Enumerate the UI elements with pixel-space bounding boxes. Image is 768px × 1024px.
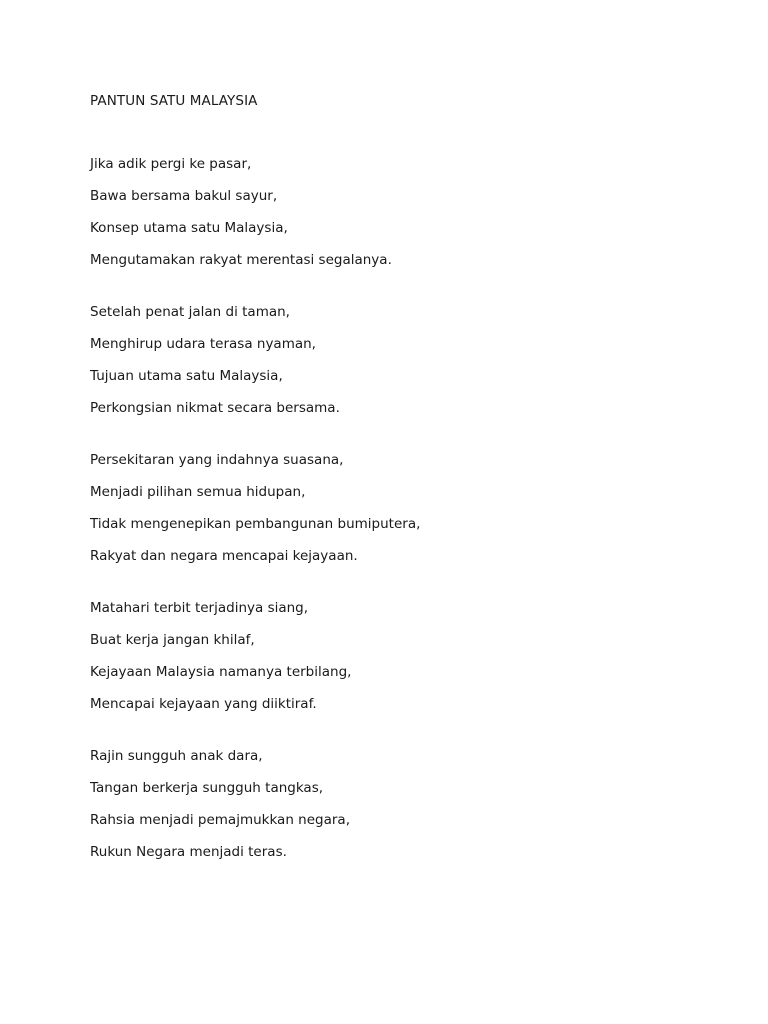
poem-line: Tujuan utama satu Malaysia, bbox=[90, 368, 283, 384]
document-page bbox=[90, 91, 730, 894]
poem-line: Matahari terbit terjadinya siang, bbox=[90, 600, 309, 616]
poem-line: Tidak mengenepikan pembangunan bumiputera, bbox=[90, 516, 421, 532]
stanza-5 bbox=[90, 746, 730, 862]
poem-line: Menjadi pilihan semua hidupan, bbox=[90, 484, 306, 500]
poem-line: Persekitaran yang indahnya suasana, bbox=[90, 452, 344, 468]
poem-line: Menghirup udara terasa nyaman, bbox=[90, 336, 316, 352]
poem-line: Mencapai kejayaan yang diiktiraf. bbox=[90, 696, 317, 712]
poem-line: Mengutamakan rakyat merentasi segalanya. bbox=[90, 252, 392, 268]
poem-line: Kejayaan Malaysia namanya terbilang, bbox=[90, 664, 352, 680]
stanza-4 bbox=[90, 598, 730, 714]
stanza-1 bbox=[90, 154, 730, 270]
poem-line: Rajin sungguh anak dara, bbox=[90, 748, 263, 764]
stanza-3 bbox=[90, 450, 730, 566]
poem-line: Konsep utama satu Malaysia, bbox=[90, 220, 288, 236]
poem-line: Setelah penat jalan di taman, bbox=[90, 304, 290, 320]
poem-line: Bawa bersama bakul sayur, bbox=[90, 188, 278, 204]
document-title: PANTUN SATU MALAYSIA bbox=[90, 93, 258, 109]
poem-line: Buat kerja jangan khilaf, bbox=[90, 632, 255, 648]
poem-line: Tangan berkerja sungguh tangkas, bbox=[90, 780, 324, 796]
poem-line: Perkongsian nikmat secara bersama. bbox=[90, 400, 340, 416]
poem-line: Jika adik pergi ke pasar, bbox=[90, 156, 252, 172]
poem-line: Rahsia menjadi pemajmukkan negara, bbox=[90, 812, 351, 828]
stanza-2 bbox=[90, 302, 730, 418]
poem-line: Rukun Negara menjadi teras. bbox=[90, 844, 287, 860]
poem-line: Rakyat dan negara mencapai kejayaan. bbox=[90, 548, 358, 564]
